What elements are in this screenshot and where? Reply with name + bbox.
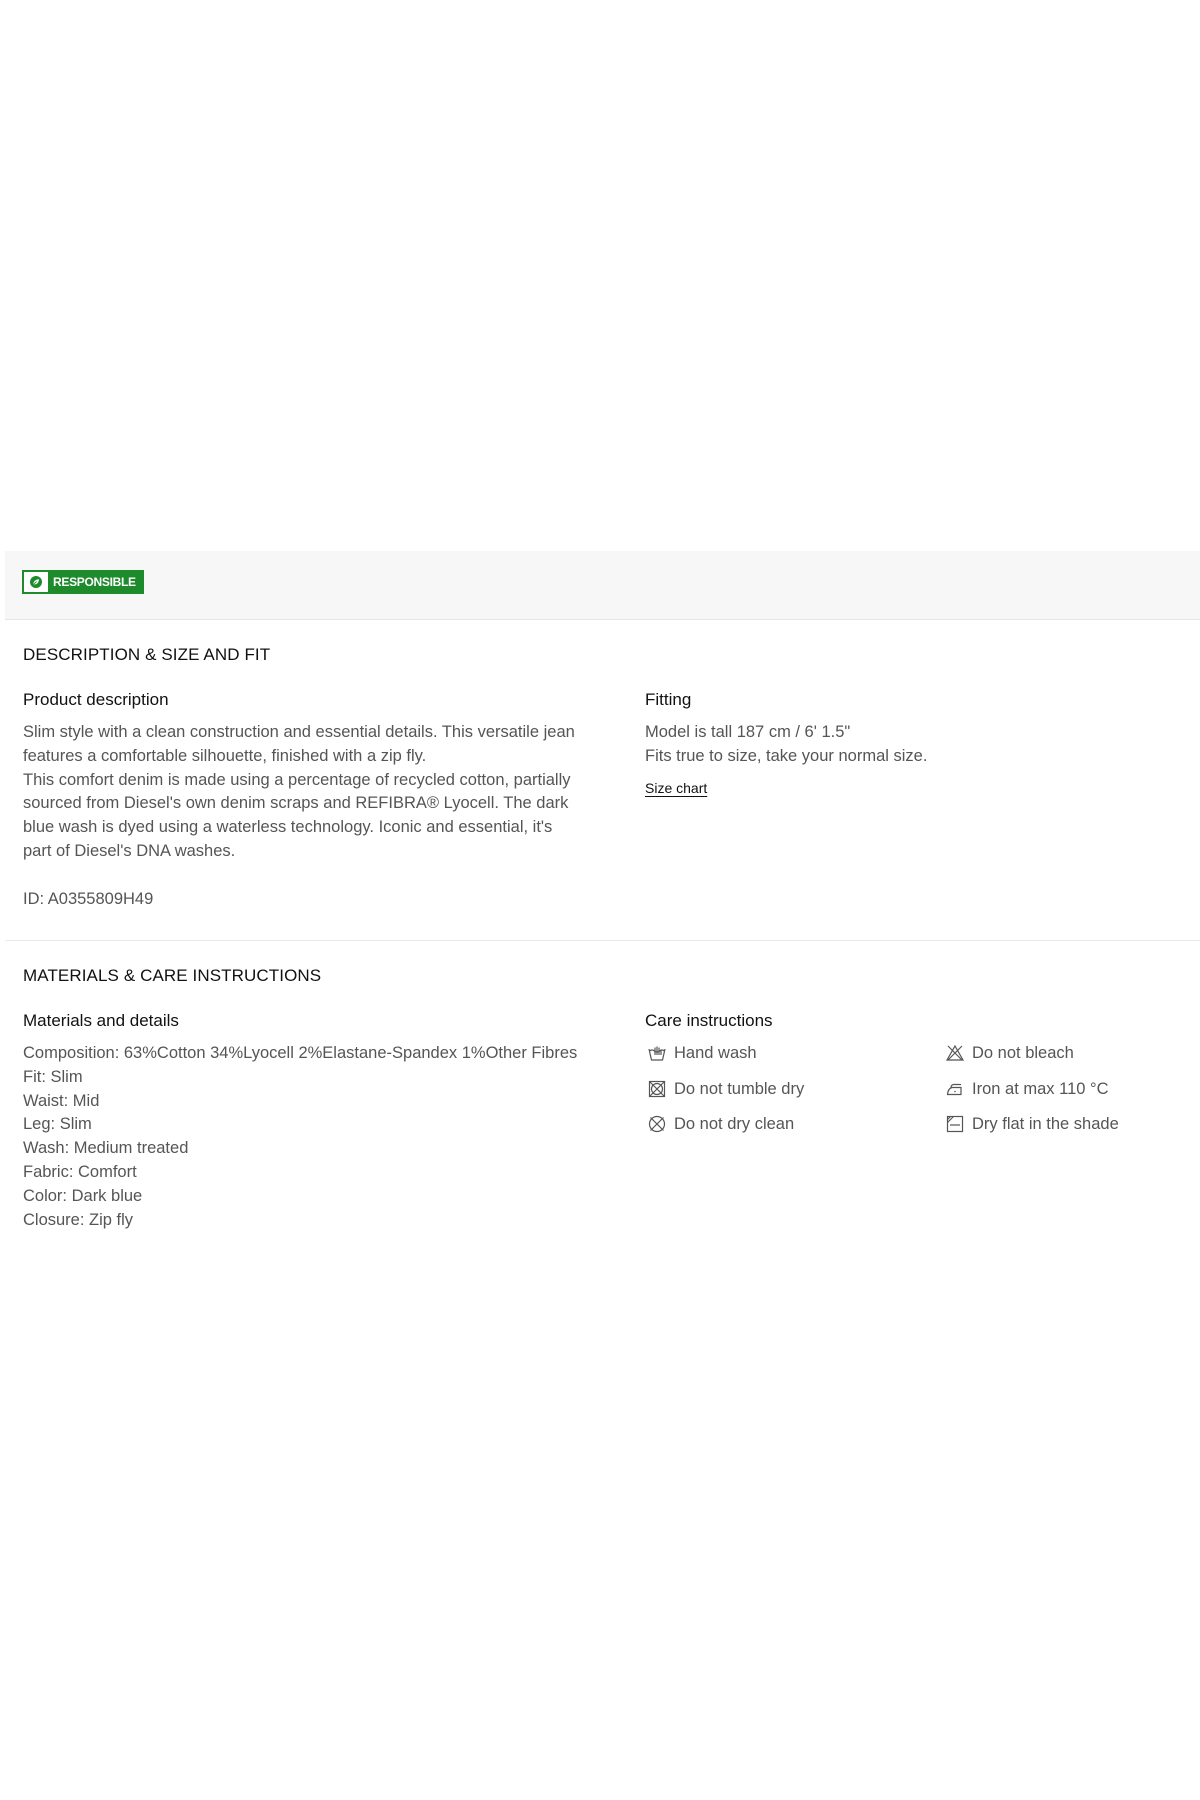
materials-list: [23, 1042, 577, 1232]
badge-bar: [5, 551, 1200, 620]
materials-line: Fit: Slim: [23, 1067, 83, 1086]
care-item-do-not-bleach: [945, 1043, 1074, 1063]
description-line: sourced from Diesel's own denim scraps and REFIBRA® Lyocell. The dark: [23, 794, 569, 813]
size-chart-link[interactable]: Size chart: [645, 780, 708, 796]
description-line: part of Diesel's DNA washes.: [23, 841, 236, 860]
leaf-icon: [24, 572, 48, 592]
materials-line: Leg: Slim: [23, 1115, 92, 1134]
fitting-line: Fits true to size, take your normal size.: [645, 746, 928, 765]
care-item-do-not-tumble-dry: [647, 1079, 804, 1099]
responsible-badge-label: RESPONSIBLE: [53, 575, 136, 589]
iron-icon: [945, 1079, 965, 1099]
product-description-text: [23, 721, 575, 864]
fitting-text: [645, 721, 927, 769]
dry-flat-shade-icon: [945, 1114, 965, 1134]
materials-line: Composition: 63%Cotton 34%Lyocell 2%Elastane-Spandex 1%Other Fibres: [23, 1044, 578, 1062]
care-item-do-not-dry-clean: [647, 1114, 794, 1134]
description-section-title: DESCRIPTION & SIZE AND FIT: [23, 645, 271, 664]
materials-line: Waist: Mid: [23, 1091, 100, 1110]
description-line: This comfort denim is made using a percentage of recycled cotton, partially: [23, 770, 571, 789]
do-not-bleach-icon: [945, 1043, 965, 1063]
care-label: Do not tumble dry: [674, 1079, 805, 1098]
care-item-dry-flat-shade: [945, 1114, 1119, 1134]
fitting-heading: Fitting: [645, 690, 692, 709]
care-label: Do not bleach: [972, 1043, 1074, 1062]
materials-line: Color: Dark blue: [23, 1186, 143, 1205]
care-label: Hand wash: [674, 1043, 757, 1062]
fitting-line: Model is tall 187 cm / 6' 1.5": [645, 723, 851, 741]
product-id: ID: A0355809H49: [23, 890, 154, 908]
materials-section-title: MATERIALS & CARE INSTRUCTIONS: [23, 966, 322, 985]
materials-line: Wash: Medium treated: [23, 1139, 189, 1158]
care-item-hand-wash: [647, 1043, 757, 1063]
section-divider: [5, 940, 1200, 941]
materials-heading: Materials and details: [23, 1011, 179, 1030]
care-heading: Care instructions: [645, 1011, 773, 1030]
product-description-heading: Product description: [23, 690, 169, 709]
care-item-iron: [945, 1079, 1109, 1099]
care-label: Do not dry clean: [674, 1114, 795, 1133]
do-not-dry-clean-icon: [647, 1114, 667, 1134]
care-label: Dry flat in the shade: [972, 1114, 1119, 1133]
materials-line: Closure: Zip fly: [23, 1210, 134, 1229]
description-line: Slim style with a clean construction and essential details. This versatile jean: [23, 723, 575, 741]
materials-line: Fabric: Comfort: [23, 1162, 137, 1181]
responsible-badge: [22, 570, 144, 594]
hand-wash-icon: [647, 1043, 667, 1063]
description-line: blue wash is dyed using a waterless technology. Iconic and essential, it's: [23, 818, 553, 837]
do-not-tumble-dry-icon: [647, 1079, 667, 1099]
description-line: features a comfortable silhouette, finished with a zip fly.: [23, 746, 427, 765]
care-label: Iron at max 110 °C: [972, 1079, 1109, 1098]
